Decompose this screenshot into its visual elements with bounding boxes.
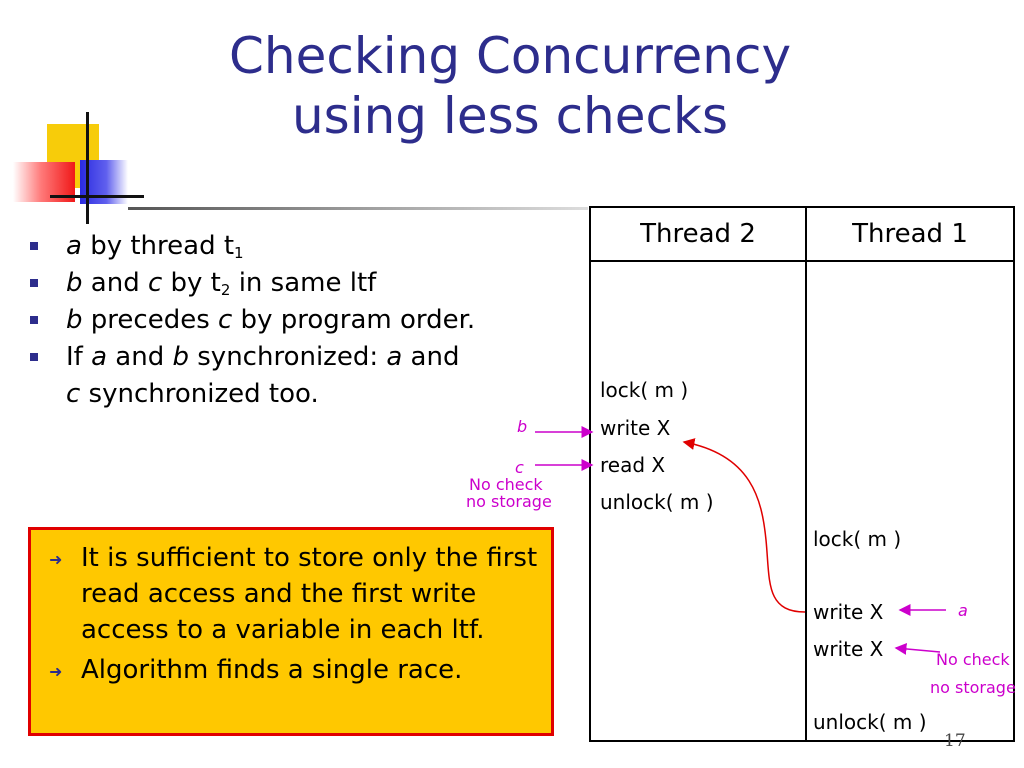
callout-item: ➜ It is sufficient to store only the first read access and the first write access to a variable in each ltf. bbox=[49, 543, 538, 645]
bullet-item: b and c by $t_2$ in same ltf bbox=[30, 265, 570, 302]
label-no-check-right: No check bbox=[936, 650, 1010, 669]
t1-lock: lock( m ) bbox=[813, 527, 902, 551]
arrow-no-check-right bbox=[896, 648, 940, 652]
arrow-right-icon: ➜ bbox=[49, 550, 63, 569]
label-a: a bbox=[958, 601, 968, 620]
title-line-1: Checking Concurrency bbox=[228, 27, 792, 85]
label-no-storage-right: no storage bbox=[930, 678, 1016, 697]
label-b: b bbox=[517, 417, 528, 436]
label-no-check-left: No check bbox=[469, 475, 543, 494]
label-no-storage-left: no storage bbox=[466, 492, 552, 511]
race-arrow bbox=[684, 442, 805, 612]
t2-write-x: write X bbox=[600, 416, 671, 440]
t2-read-x: read X bbox=[600, 453, 666, 477]
label-c: c bbox=[515, 458, 524, 477]
t2-unlock: unlock( m ) bbox=[600, 490, 714, 514]
t2-lock: lock( m ) bbox=[600, 378, 689, 402]
header-thread-2: Thread 2 bbox=[590, 207, 806, 261]
bullet-item: If a and b synchronized: a and c synchronized too. bbox=[30, 339, 570, 413]
header-thread-1: Thread 1 bbox=[806, 207, 1014, 261]
page-number: 17 bbox=[944, 731, 966, 751]
title-line-2: using less checks bbox=[291, 87, 729, 145]
callout-item: ➜ Algorithm finds a single race. bbox=[31, 652, 551, 688]
t1-write-x-2: write X bbox=[813, 637, 884, 661]
bullet-item: a by thread $t_1$ bbox=[30, 228, 570, 265]
arrow-right-icon: ➜ bbox=[49, 662, 63, 681]
t1-unlock: unlock( m ) bbox=[813, 710, 927, 734]
bullet-item: b precedes c by program order. bbox=[30, 302, 570, 339]
t1-write-x-1: write X bbox=[813, 600, 884, 624]
